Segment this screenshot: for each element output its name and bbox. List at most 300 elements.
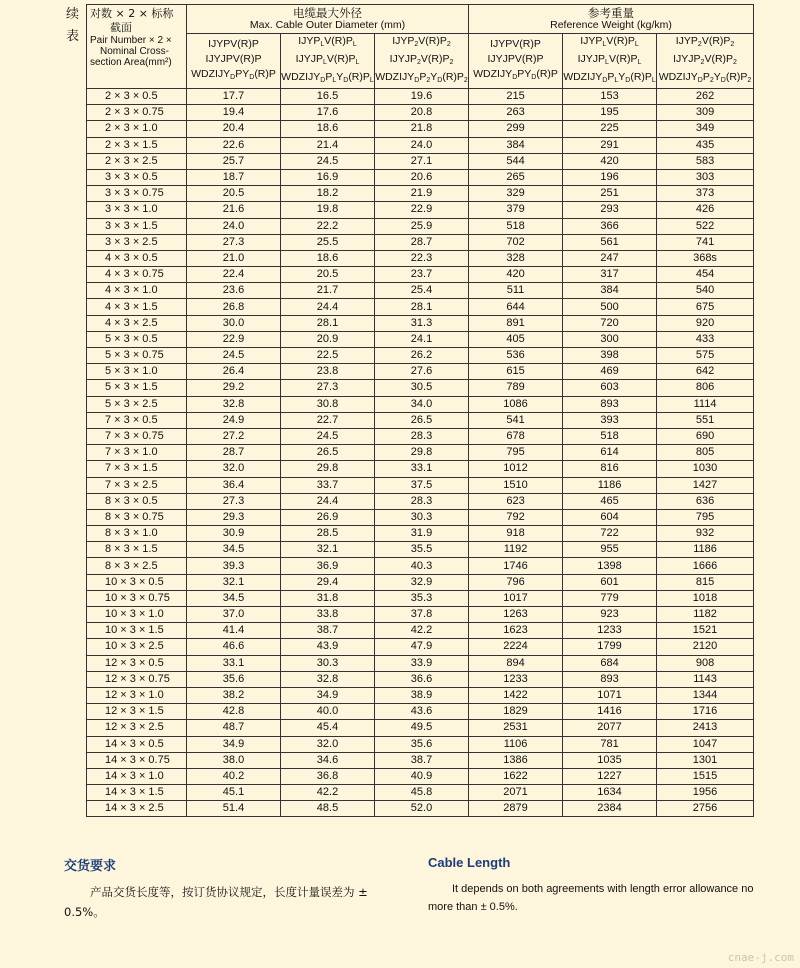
- value-cell: 702: [469, 234, 563, 250]
- delivery-title: 交货要求: [64, 859, 117, 874]
- value-cell: 29.8: [281, 461, 375, 477]
- model-header-cell: [187, 34, 281, 89]
- value-cell: 48.7: [187, 720, 281, 736]
- value-cell: 690: [657, 428, 754, 444]
- table-row: [87, 267, 754, 283]
- value-cell: 1017: [469, 590, 563, 606]
- value-cell: 2120: [657, 639, 754, 655]
- value-cell: 741: [657, 234, 754, 250]
- value-cell: 720: [563, 315, 657, 331]
- spec-cell: 8 × 3 × 2.5: [87, 558, 187, 574]
- table-row: [87, 671, 754, 687]
- value-cell: 45.1: [187, 785, 281, 801]
- value-cell: 22.4: [187, 267, 281, 283]
- value-cell: 47.9: [375, 639, 469, 655]
- table-row: [87, 250, 754, 266]
- spec-cell: 4 × 3 × 1.5: [87, 299, 187, 315]
- value-cell: 1227: [563, 768, 657, 784]
- value-cell: 17.6: [281, 105, 375, 121]
- value-cell: 955: [563, 542, 657, 558]
- model-name: $IJYJP_LV(R)P_L$: [577, 53, 642, 66]
- value-cell: 26.8: [187, 299, 281, 315]
- value-cell: 1186: [563, 477, 657, 493]
- table-row: [87, 590, 754, 606]
- value-cell: 34.9: [281, 687, 375, 703]
- model-header-cell: [563, 34, 657, 89]
- value-cell: 23.6: [187, 283, 281, 299]
- table-row: [87, 331, 754, 347]
- value-cell: 583: [657, 153, 754, 169]
- value-cell: 317: [563, 267, 657, 283]
- value-cell: 1233: [469, 671, 563, 687]
- value-cell: 551: [657, 412, 754, 428]
- table-row: [87, 752, 754, 768]
- spec-cell: 8 × 3 × 0.5: [87, 493, 187, 509]
- value-cell: 28.3: [375, 428, 469, 444]
- value-cell: 21.0: [187, 250, 281, 266]
- spec-cell: 14 × 3 × 0.5: [87, 736, 187, 752]
- value-cell: 908: [657, 655, 754, 671]
- value-cell: 918: [469, 526, 563, 542]
- value-cell: 34.5: [187, 542, 281, 558]
- value-cell: 22.7: [281, 412, 375, 428]
- model-header-cell: [657, 34, 754, 89]
- value-cell: 35.3: [375, 590, 469, 606]
- value-cell: 815: [657, 574, 754, 590]
- value-cell: 511: [469, 283, 563, 299]
- value-cell: 19.4: [187, 105, 281, 121]
- value-cell: 24.5: [281, 428, 375, 444]
- value-cell: 34.6: [281, 752, 375, 768]
- value-cell: 33.1: [375, 461, 469, 477]
- value-cell: 32.0: [187, 461, 281, 477]
- value-cell: 38.7: [375, 752, 469, 768]
- value-cell: 518: [469, 218, 563, 234]
- value-cell: 795: [657, 509, 754, 525]
- value-cell: 215: [469, 89, 563, 105]
- table-row: [87, 526, 754, 542]
- value-cell: 1427: [657, 477, 754, 493]
- value-cell: 1716: [657, 704, 754, 720]
- value-cell: 1263: [469, 607, 563, 623]
- value-cell: 675: [657, 299, 754, 315]
- spec-cell: 14 × 3 × 0.75: [87, 752, 187, 768]
- value-cell: 24.4: [281, 493, 375, 509]
- value-cell: 35.6: [375, 736, 469, 752]
- value-cell: 42.8: [187, 704, 281, 720]
- value-cell: 19.6: [375, 89, 469, 105]
- table-row: [87, 380, 754, 396]
- value-cell: 433: [657, 331, 754, 347]
- value-cell: 34.0: [375, 396, 469, 412]
- spec-cell: 12 × 3 × 1.5: [87, 704, 187, 720]
- value-cell: 379: [469, 202, 563, 218]
- weight-group-header: [469, 5, 754, 34]
- table-row: [87, 574, 754, 590]
- value-cell: 28.7: [187, 445, 281, 461]
- value-cell: 33.8: [281, 607, 375, 623]
- value-cell: 2384: [563, 801, 657, 817]
- value-cell: 1018: [657, 590, 754, 606]
- value-cell: 33.1: [187, 655, 281, 671]
- value-cell: 20.5: [187, 186, 281, 202]
- cable-length-text: It depends on both agreements with length error allowance no more than ± 0.5%.: [428, 883, 754, 913]
- value-cell: 1623: [469, 623, 563, 639]
- value-cell: 28.1: [375, 299, 469, 315]
- spec-cell: 2 × 3 × 1.0: [87, 121, 187, 137]
- corner-en-line: Pair Number × 2 ×: [90, 35, 172, 46]
- table-row: [87, 768, 754, 784]
- value-cell: 20.6: [375, 169, 469, 185]
- value-cell: 684: [563, 655, 657, 671]
- value-cell: 20.4: [187, 121, 281, 137]
- spec-cell: 8 × 3 × 0.75: [87, 509, 187, 525]
- model-name: $IJYJP_LV(R)P_L$: [295, 53, 360, 66]
- value-cell: 42.2: [281, 785, 375, 801]
- table-row: [87, 623, 754, 639]
- value-cell: 21.4: [281, 137, 375, 153]
- value-cell: 20.8: [375, 105, 469, 121]
- corner-header: [87, 5, 187, 89]
- value-cell: 349: [657, 121, 754, 137]
- value-cell: 454: [657, 267, 754, 283]
- value-cell: 32.8: [187, 396, 281, 412]
- value-cell: 18.6: [281, 250, 375, 266]
- model-name: IJYPV(R)P: [208, 38, 259, 50]
- value-cell: 1344: [657, 687, 754, 703]
- value-cell: 1012: [469, 461, 563, 477]
- value-cell: 303: [657, 169, 754, 185]
- value-cell: 32.1: [187, 574, 281, 590]
- value-cell: 722: [563, 526, 657, 542]
- value-cell: 1106: [469, 736, 563, 752]
- spec-cell: 14 × 3 × 2.5: [87, 801, 187, 817]
- model-header-row: [87, 34, 754, 89]
- value-cell: 540: [657, 283, 754, 299]
- table-row: [87, 558, 754, 574]
- value-cell: 469: [563, 364, 657, 380]
- model-name: $WDZIJY_DP_2Y_D(R)P_2$: [375, 71, 468, 84]
- value-cell: 29.8: [375, 445, 469, 461]
- value-cell: 29.3: [187, 509, 281, 525]
- value-cell: 893: [563, 396, 657, 412]
- table-row: [87, 121, 754, 137]
- value-cell: 37.0: [187, 607, 281, 623]
- table-row: [87, 736, 754, 752]
- table-row: [87, 137, 754, 153]
- corner-en-line: Nominal Cross-: [100, 46, 169, 57]
- watermark: cnae-j.com: [727, 951, 794, 964]
- value-cell: 792: [469, 509, 563, 525]
- spec-cell: 5 × 3 × 0.75: [87, 348, 187, 364]
- model-name: $IJYP_LV(R)P_L$: [580, 35, 639, 48]
- value-cell: 384: [563, 283, 657, 299]
- value-cell: 923: [563, 607, 657, 623]
- value-cell: 31.9: [375, 526, 469, 542]
- value-cell: 642: [657, 364, 754, 380]
- value-cell: 384: [469, 137, 563, 153]
- corner-cn-line: 对数 × 2 × 标称: [90, 7, 174, 20]
- table-row: [87, 493, 754, 509]
- model-name: $IJYP_2V(R)P_2$: [392, 35, 451, 48]
- value-cell: 35.6: [187, 671, 281, 687]
- table-row: [87, 477, 754, 493]
- table-row: [87, 607, 754, 623]
- value-cell: 1114: [657, 396, 754, 412]
- value-cell: 18.6: [281, 121, 375, 137]
- side-label: [66, 4, 80, 48]
- table-header: [87, 5, 754, 89]
- value-cell: 42.2: [375, 623, 469, 639]
- value-cell: 24.0: [187, 218, 281, 234]
- value-cell: 1622: [469, 768, 563, 784]
- value-cell: 23.7: [375, 267, 469, 283]
- value-cell: 20.5: [281, 267, 375, 283]
- weight-en: Reference Weight (kg/km): [550, 19, 672, 31]
- value-cell: 43.6: [375, 704, 469, 720]
- model-header-cell: [375, 34, 469, 89]
- value-cell: 21.8: [375, 121, 469, 137]
- cable-spec-table: [86, 4, 754, 817]
- value-cell: 420: [563, 153, 657, 169]
- value-cell: 33.9: [375, 655, 469, 671]
- table-row: [87, 720, 754, 736]
- diameter-group-header: [187, 5, 469, 34]
- value-cell: 1047: [657, 736, 754, 752]
- value-cell: 894: [469, 655, 563, 671]
- value-cell: 893: [563, 671, 657, 687]
- value-cell: 31.3: [375, 315, 469, 331]
- value-cell: 45.4: [281, 720, 375, 736]
- value-cell: 2531: [469, 720, 563, 736]
- value-cell: 38.9: [375, 687, 469, 703]
- value-cell: 34.9: [187, 736, 281, 752]
- table-row: [87, 445, 754, 461]
- value-cell: 26.5: [281, 445, 375, 461]
- spec-cell: 3 × 3 × 1.0: [87, 202, 187, 218]
- spec-cell: 7 × 3 × 0.5: [87, 412, 187, 428]
- value-cell: 1386: [469, 752, 563, 768]
- model-name: IJYJPV(R)P: [487, 53, 544, 65]
- spec-cell: 3 × 3 × 1.5: [87, 218, 187, 234]
- spec-cell: 7 × 3 × 2.5: [87, 477, 187, 493]
- value-cell: 36.4: [187, 477, 281, 493]
- value-cell: 153: [563, 89, 657, 105]
- spec-cell: 3 × 3 × 0.5: [87, 169, 187, 185]
- value-cell: 26.5: [375, 412, 469, 428]
- value-cell: 27.1: [375, 153, 469, 169]
- value-cell: 816: [563, 461, 657, 477]
- value-cell: 34.5: [187, 590, 281, 606]
- value-cell: 932: [657, 526, 754, 542]
- value-cell: 435: [657, 137, 754, 153]
- value-cell: 779: [563, 590, 657, 606]
- value-cell: 393: [563, 412, 657, 428]
- value-cell: 263: [469, 105, 563, 121]
- value-cell: 1035: [563, 752, 657, 768]
- spec-cell: 3 × 3 × 2.5: [87, 234, 187, 250]
- table-row: [87, 105, 754, 121]
- value-cell: 1301: [657, 752, 754, 768]
- value-cell: 373: [657, 186, 754, 202]
- table-row: [87, 89, 754, 105]
- value-cell: 1182: [657, 607, 754, 623]
- table-row: [87, 315, 754, 331]
- spec-cell: 2 × 3 × 1.5: [87, 137, 187, 153]
- model-name: $WDZIJY_DPY_D(R)P$: [473, 68, 558, 81]
- value-cell: 405: [469, 331, 563, 347]
- table-row: [87, 234, 754, 250]
- delivery-requirement: [64, 855, 404, 922]
- value-cell: 21.6: [187, 202, 281, 218]
- value-cell: 291: [563, 137, 657, 153]
- value-cell: 1143: [657, 671, 754, 687]
- corner-en-line: section Area(mm²): [90, 57, 172, 68]
- value-cell: 17.7: [187, 89, 281, 105]
- value-cell: 16.5: [281, 89, 375, 105]
- value-cell: 575: [657, 348, 754, 364]
- value-cell: 51.4: [187, 801, 281, 817]
- value-cell: 1398: [563, 558, 657, 574]
- model-name: IJYPV(R)P: [490, 38, 541, 50]
- value-cell: 1086: [469, 396, 563, 412]
- table-row: [87, 801, 754, 817]
- spec-cell: 10 × 3 × 1.0: [87, 607, 187, 623]
- value-cell: 522: [657, 218, 754, 234]
- model-header-cell: [281, 34, 375, 89]
- table-row: [87, 396, 754, 412]
- value-cell: 251: [563, 186, 657, 202]
- value-cell: 33.7: [281, 477, 375, 493]
- value-cell: 2071: [469, 785, 563, 801]
- model-name: $IJYJP_2V(R)P_2$: [673, 53, 737, 66]
- value-cell: 368s: [657, 250, 754, 266]
- value-cell: 781: [563, 736, 657, 752]
- spec-cell: 12 × 3 × 0.5: [87, 655, 187, 671]
- value-cell: 31.8: [281, 590, 375, 606]
- value-cell: 46.6: [187, 639, 281, 655]
- diameter-en: Max. Cable Outer Diameter (mm): [249, 19, 406, 31]
- table-row: [87, 509, 754, 525]
- spec-cell: 7 × 3 × 0.75: [87, 428, 187, 444]
- value-cell: 45.8: [375, 785, 469, 801]
- value-cell: 22.2: [281, 218, 375, 234]
- value-cell: 52.0: [375, 801, 469, 817]
- table-row: [87, 412, 754, 428]
- table-row: [87, 704, 754, 720]
- value-cell: 1956: [657, 785, 754, 801]
- value-cell: 29.2: [187, 380, 281, 396]
- value-cell: 544: [469, 153, 563, 169]
- value-cell: 26.2: [375, 348, 469, 364]
- value-cell: 614: [563, 445, 657, 461]
- value-cell: 1071: [563, 687, 657, 703]
- spec-cell: 14 × 3 × 1.0: [87, 768, 187, 784]
- value-cell: 329: [469, 186, 563, 202]
- value-cell: 22.5: [281, 348, 375, 364]
- value-cell: 678: [469, 428, 563, 444]
- corner-cn-line: 截面: [110, 21, 132, 34]
- spec-cell: 5 × 3 × 1.0: [87, 364, 187, 380]
- table-row: [87, 348, 754, 364]
- table-row: [87, 428, 754, 444]
- model-name: $IJYP_2V(R)P_2$: [675, 35, 735, 48]
- value-cell: 41.4: [187, 623, 281, 639]
- value-cell: 541: [469, 412, 563, 428]
- spec-cell: 10 × 3 × 0.5: [87, 574, 187, 590]
- value-cell: 22.9: [187, 331, 281, 347]
- model-header-cell: [469, 34, 563, 89]
- value-cell: 2224: [469, 639, 563, 655]
- value-cell: 1416: [563, 704, 657, 720]
- weight-cn: 参考重量: [588, 6, 635, 20]
- value-cell: 27.3: [281, 380, 375, 396]
- model-name: IJYJPV(R)P: [205, 53, 262, 65]
- value-cell: 27.3: [187, 493, 281, 509]
- side-label-char: 续: [66, 7, 80, 22]
- value-cell: 366: [563, 218, 657, 234]
- spec-cell: 5 × 3 × 2.5: [87, 396, 187, 412]
- value-cell: 1515: [657, 768, 754, 784]
- value-cell: 25.9: [375, 218, 469, 234]
- spec-cell: 4 × 3 × 2.5: [87, 315, 187, 331]
- table-row: [87, 542, 754, 558]
- table-row: [87, 655, 754, 671]
- value-cell: 37.5: [375, 477, 469, 493]
- value-cell: 603: [563, 380, 657, 396]
- spec-cell: 5 × 3 × 1.5: [87, 380, 187, 396]
- value-cell: 27.3: [187, 234, 281, 250]
- value-cell: 36.6: [375, 671, 469, 687]
- value-cell: 39.3: [187, 558, 281, 574]
- value-cell: 22.6: [187, 137, 281, 153]
- table-row: [87, 218, 754, 234]
- value-cell: 16.9: [281, 169, 375, 185]
- value-cell: 27.2: [187, 428, 281, 444]
- value-cell: 24.0: [375, 137, 469, 153]
- value-cell: 891: [469, 315, 563, 331]
- value-cell: 20.9: [281, 331, 375, 347]
- value-cell: 40.9: [375, 768, 469, 784]
- spec-cell: 4 × 3 × 0.5: [87, 250, 187, 266]
- table-row: [87, 153, 754, 169]
- model-name: $WDZIJY_DPY_D(R)P$: [191, 68, 276, 81]
- value-cell: 1510: [469, 477, 563, 493]
- value-cell: 1521: [657, 623, 754, 639]
- value-cell: 18.7: [187, 169, 281, 185]
- value-cell: 2413: [657, 720, 754, 736]
- value-cell: 28.5: [281, 526, 375, 542]
- value-cell: 24.9: [187, 412, 281, 428]
- value-cell: 18.2: [281, 186, 375, 202]
- model-name: $WDZIJY_DP_LY_D(R)P_L$: [281, 71, 374, 84]
- value-cell: 561: [563, 234, 657, 250]
- value-cell: 623: [469, 493, 563, 509]
- table-row: [87, 283, 754, 299]
- spec-cell: 12 × 3 × 2.5: [87, 720, 187, 736]
- value-cell: 920: [657, 315, 754, 331]
- value-cell: 40.2: [187, 768, 281, 784]
- spec-cell: 7 × 3 × 1.0: [87, 445, 187, 461]
- value-cell: 30.5: [375, 380, 469, 396]
- value-cell: 536: [469, 348, 563, 364]
- value-cell: 604: [563, 509, 657, 525]
- value-cell: 1746: [469, 558, 563, 574]
- value-cell: 806: [657, 380, 754, 396]
- value-cell: 22.9: [375, 202, 469, 218]
- value-cell: 1799: [563, 639, 657, 655]
- value-cell: 615: [469, 364, 563, 380]
